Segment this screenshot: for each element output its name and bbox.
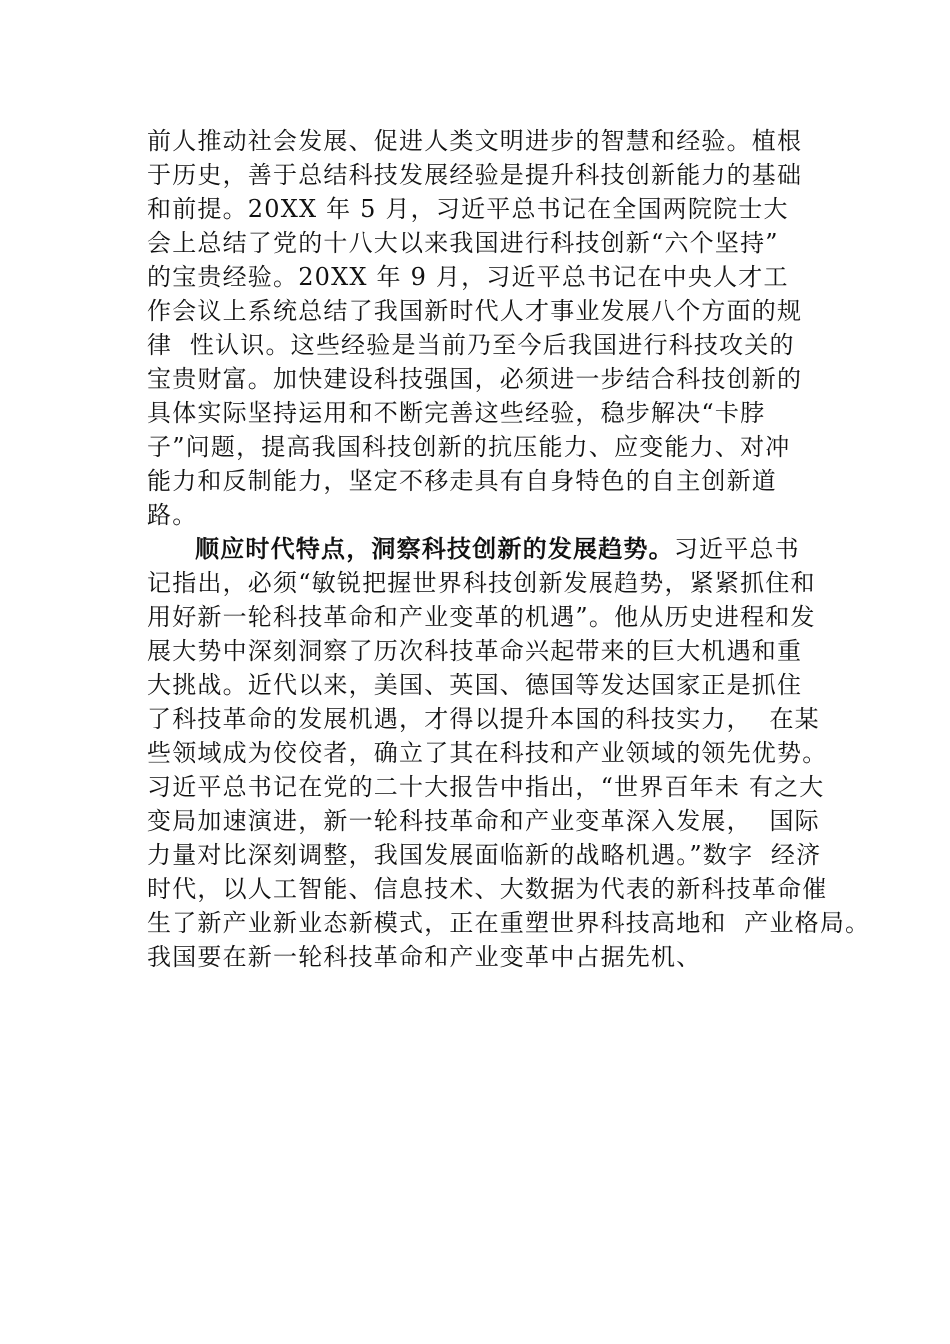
text-line: 展大势中深刻洞察了历次科技革命兴起带来的巨大机遇和重 bbox=[147, 637, 803, 665]
text-line: 的宝贵经验。20XX 年 9 月，习近平总书记在中央人才工 bbox=[147, 263, 789, 291]
text-line: 作会议上系统总结了我国新时代人才事业发展八个方面的规 bbox=[147, 297, 803, 325]
text-line: 用好新一轮科技革命和产业变革的机遇”。他从历史进程和发 bbox=[147, 603, 816, 631]
text-segment: 习近平总书 bbox=[673, 535, 800, 563]
text-line: 宝贵财富。加快建设科技强国，必须进一步结合科技创新的 bbox=[147, 365, 803, 393]
paragraph-lead-heading: 顺应时代特点，洞察科技创新的发展趋势。 bbox=[195, 534, 674, 563]
text-line: 子”问题，提高我国科技创新的抗压能力、应变能力、对冲 bbox=[147, 433, 791, 461]
text-line: 律 性认识。这些经验是当前乃至今后我国进行科技攻关的 bbox=[147, 331, 795, 359]
text-line: 路。 bbox=[147, 501, 198, 529]
text-line: 具体实际坚持运用和不断完善这些经验，稳步解决“卡脖 bbox=[147, 399, 766, 427]
text-line: 我国要在新一轮科技革命和产业变革中占据先机、 bbox=[147, 943, 702, 971]
text-line: 记指出，必须“敏锐把握世界科技创新发展趋势，紧紧抓住和 bbox=[147, 569, 816, 597]
text-line: 于历史，善于总结科技发展经验是提升科技创新能力的基础 bbox=[147, 161, 803, 189]
paragraph-first-line bbox=[147, 532, 847, 566]
text-line: 变局加速演进，新一轮科技革命和产业变革深入发展， 国际 bbox=[147, 807, 820, 835]
text-line: 大挑战。近代以来，美国、英国、德国等发达国家正是抓住 bbox=[147, 671, 803, 699]
text-line: 前人推动社会发展、促进人类文明进步的智慧和经验。植根 bbox=[147, 127, 803, 155]
body-text bbox=[147, 124, 871, 974]
text-line: 了科技革命的发展机遇，才得以提升本国的科技实力， 在某 bbox=[147, 705, 820, 733]
text-line: 会上总结了党的十八大以来我国进行科技创新“六个坚持” bbox=[147, 229, 779, 257]
text-line: 习近平总书记在党的二十大报告中指出，“世界百年未 有之大 bbox=[147, 773, 825, 801]
text-line: 些领域成为佼佼者，确立了其在科技和产业领域的领先优势。 bbox=[147, 739, 828, 767]
text-line: 能力和反制能力，坚定不移走具有自身特色的自主创新道 bbox=[147, 467, 777, 495]
text-line: 时代，以人工智能、信息技术、大数据为代表的新科技革命催 bbox=[147, 875, 828, 903]
text-line: 生了新产业新业态新模式，正在重塑世界科技高地和 产业格局。 bbox=[147, 909, 871, 937]
text-line: 和前提。20XX 年 5 月，习近平总书记在全国两院院士大 bbox=[147, 195, 789, 223]
text-line: 力量对比深刻调整，我国发展面临新的战略机遇。”数字 经济 bbox=[147, 841, 822, 869]
